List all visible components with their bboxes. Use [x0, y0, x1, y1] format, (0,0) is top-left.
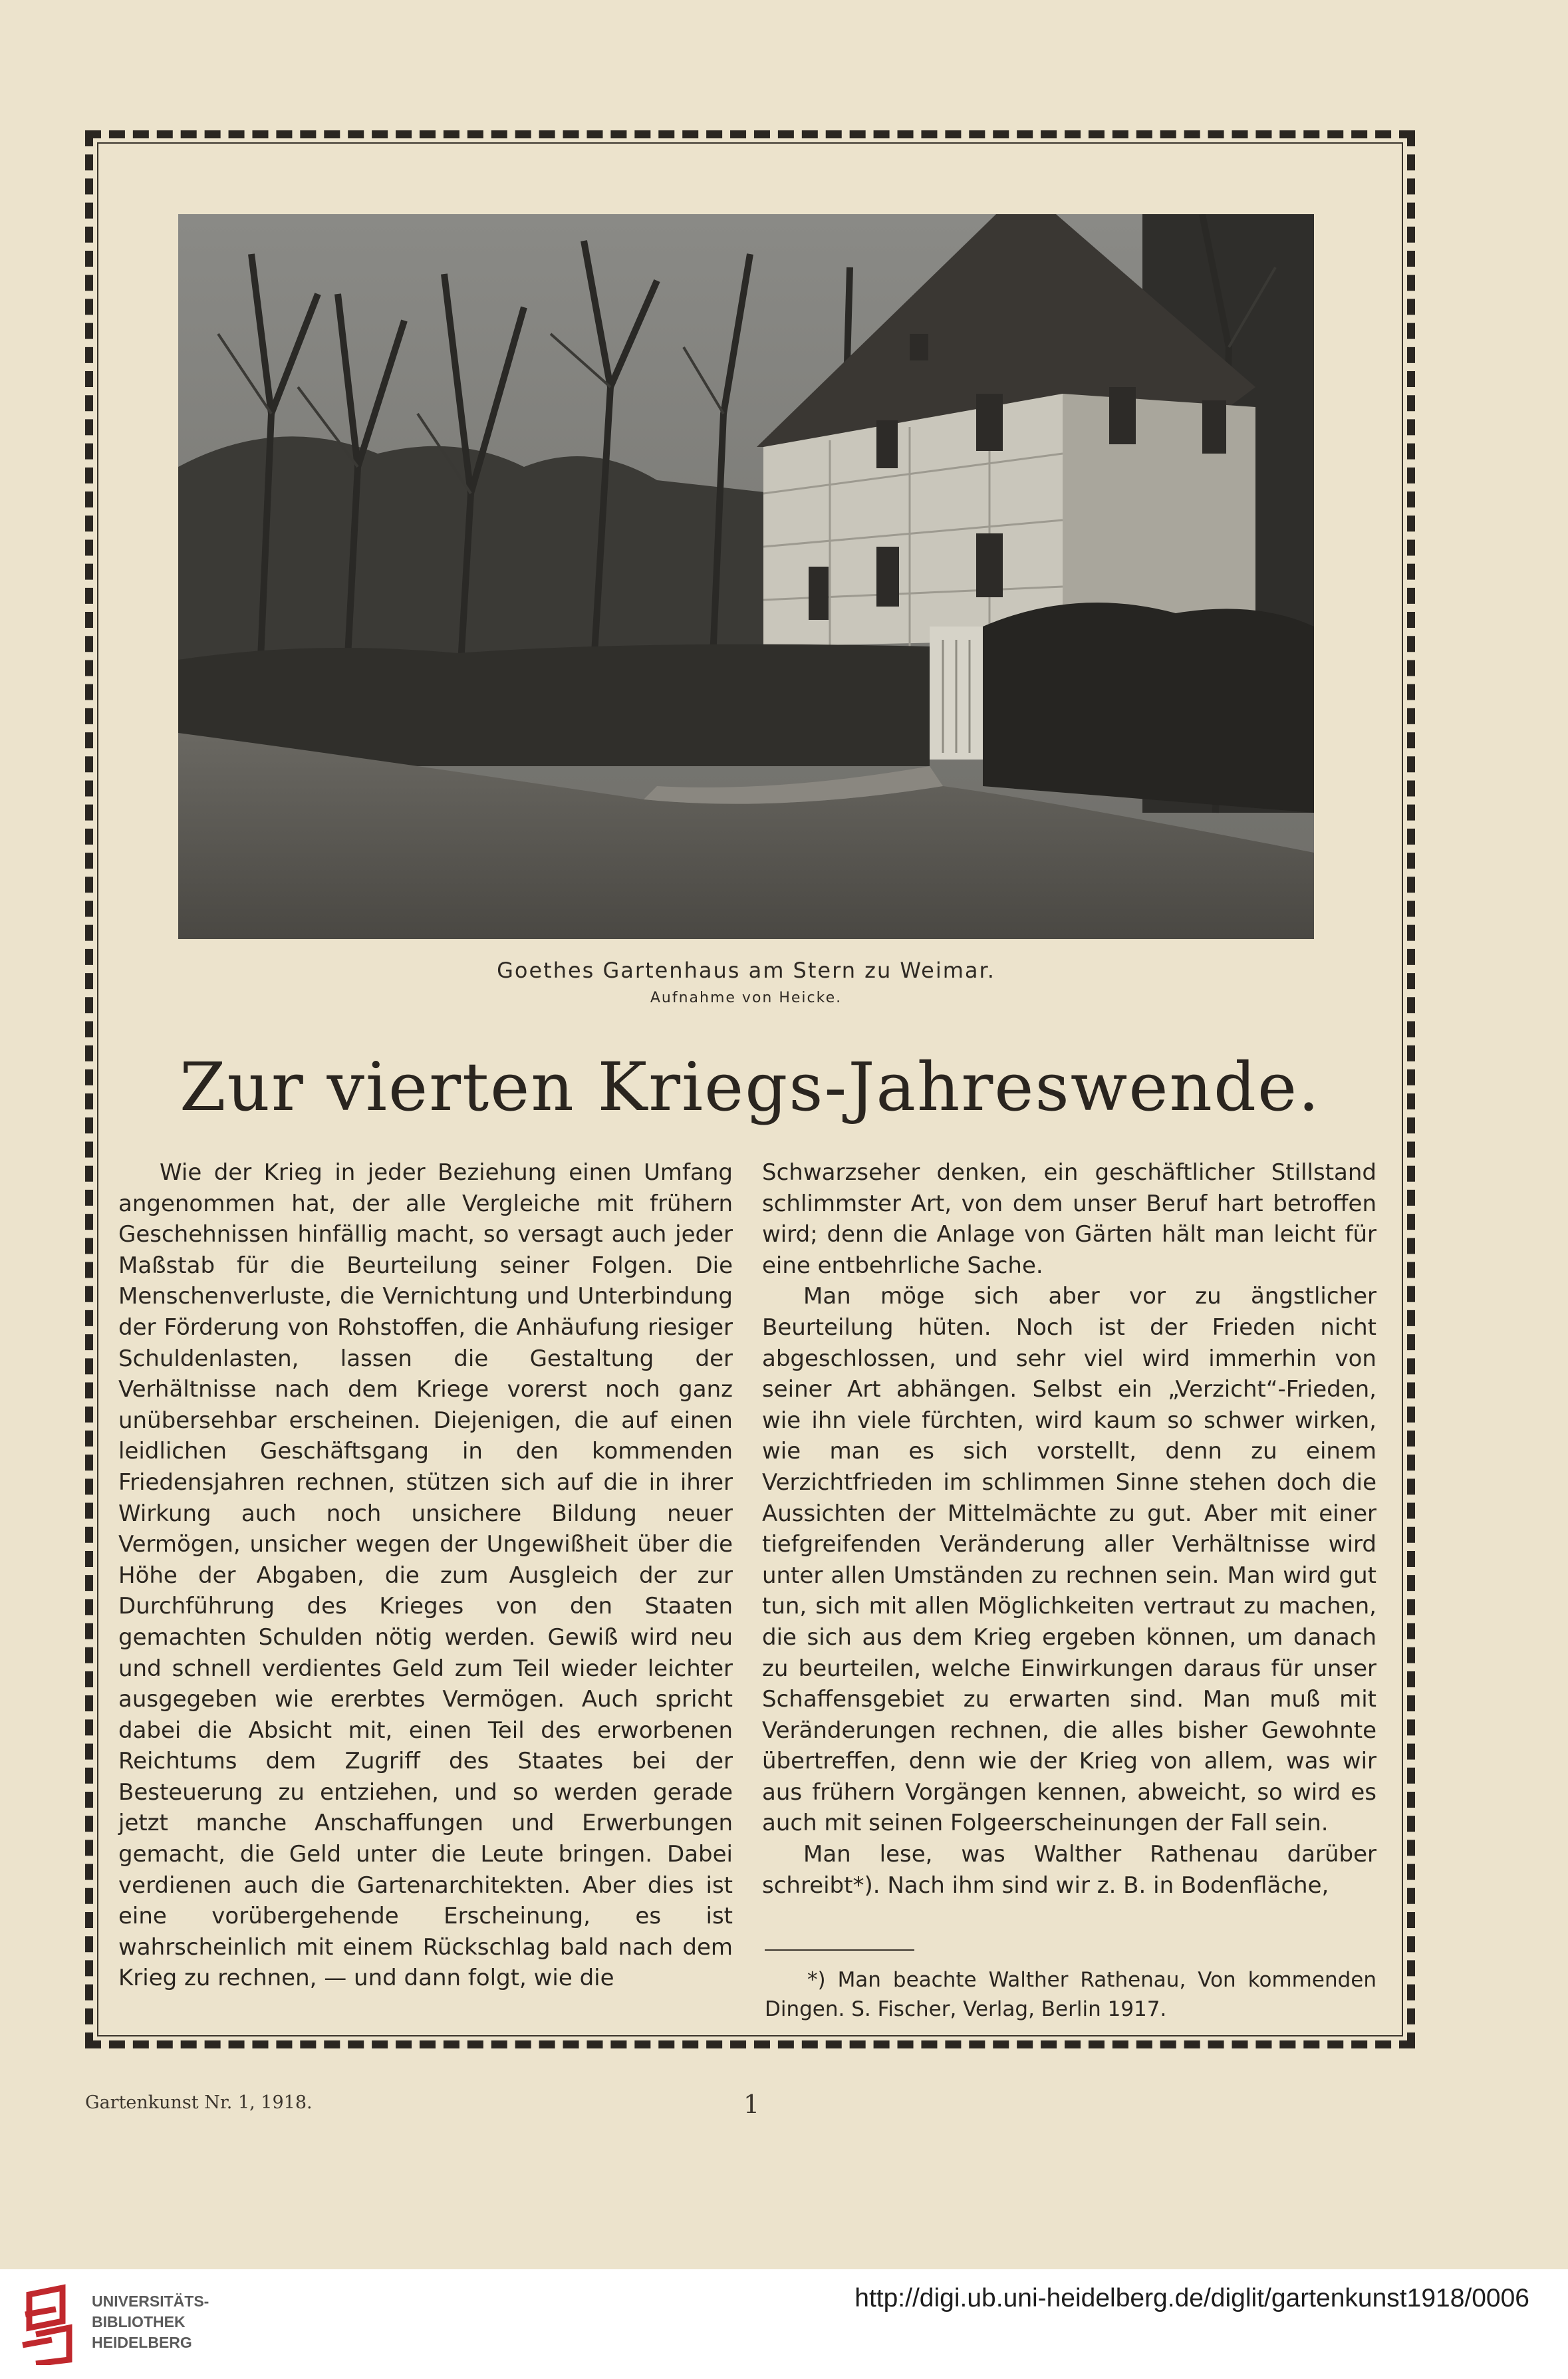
journal-reference: Gartenkunst Nr. 1, 1918. — [85, 2092, 313, 2113]
page-number: 1 — [743, 2090, 760, 2119]
library-name — [92, 2291, 209, 2353]
article-title: Zur vierten Kriegs-Jahreswende. — [180, 1048, 1321, 1126]
paragraph: Schwarzseher denken, ein geschäftlicher Stillstand schlimmster Art, von dem unser Beruf hart betroffen wird; denn die Anlage von Gärten hält man leicht für eine entbehrliche Sache. — [762, 1159, 1376, 1279]
library-logo-icon — [16, 2281, 80, 2365]
footnote-text: *) Man beachte Walther Rathenau, Von kommenden Dingen. S. Fischer, Verlag, Berlin 1917. — [765, 1968, 1376, 2021]
source-url-link[interactable]: http://digi.ub.uni-heidelberg.de/diglit/gartenkunst1918/0006 — [854, 2284, 1529, 2312]
photo-caption: Goethes Gartenhaus am Stern zu Weimar. — [497, 958, 995, 983]
article-column-left — [118, 1157, 733, 1994]
paragraph: Wie der Krieg in jeder Beziehung einen Umfang angenommen hat, der alle Vergleiche mit frühern Geschehnissen hinfällig macht, so versagt auch jeder Maßstab für die Beurteilung seiner Folgen. Die Menschenverluste, die Vernichtung und Unterbindung der Förderung von Rohstoffen, die Anhäufung riesiger Schuldenlasten, lassen die Gestaltung der Verhältnisse nach dem Kriege vorerst noch ganz unübersehbar erscheinen. Diejenigen, die auf einen leidlichen Geschäftsgang in den kommenden Friedensjahren rechnen, stützen sich auf die in ihrer Wirkung auch noch unsichere Bildung neuer Vermögen, unsicher wegen der Ungewißheit über die Höhe der Abgaben, die zum Ausgleich der zur Durchführung des Krieges von den Staaten gemachten Schulden nötig werden. Gewiß wird neu und schnell verdientes Geld zum Teil wieder leichter ausgegeben wie ererbtes Vermögen. Auch spricht dabei die Absicht mit, einen Teil des erworbenen Reichtums dem Zugriff des Staates bei der Besteuerung zu entziehen, und so werden gerade jetzt manche Anschaffungen und Erwerbungen gemacht, die Geld unter die Leute bringen. Dabei verdienen auch die Gartenarchitekten. Aber dies ist eine vorübergehende Erscheinung, es ist wahrscheinlich mit einem Rückschlag bald nach dem Krieg zu rechnen, — und dann folgt, wie die — [118, 1159, 733, 1992]
photograph-garden-house — [178, 214, 1314, 939]
paragraph: Man lese, was Walther Rathenau darüber schreibt*). Nach ihm sind wir z. B. in Bodenfläche, — [762, 1841, 1376, 1899]
library-name-line: BIBLIOTHEK — [92, 2313, 186, 2330]
footnote-divider — [765, 1949, 914, 1951]
library-name-line: UNIVERSITÄTS- — [92, 2293, 209, 2310]
article-column-right — [762, 1157, 1376, 1901]
photo-illustration — [178, 214, 1314, 939]
paragraph: Man möge sich aber vor zu ängstlicher Beurteilung hüten. Noch ist der Frieden nicht abgeschlossen, und sehr viel wird immerhin von seiner Art abhängen. Selbst ein „Verzicht“-Frieden, wie ihn viele fürchten, wird kaum so schwer wirken, wie man es sich vorstellt, denn zu einem Verzichtfrieden im schlimmen Sinne stehen doch die Aussichten der Mittelmächte zu gut. Aber mit einer tiefgreifenden Veränderung aller Verhältnisse wird unter allen Umständen zu rechnen sein. Man wird gut tun, sich mit allen Möglichkeiten vertraut zu machen, die sich aus dem Krieg ergeben können, um danach zu beurteilen, welche Einwirkungen daraus für unser Schaffensgebiet zu erwarten sind. Man muß mit Veränderungen rechnen, die alles bisher Gewohnte übertreffen, denn wie der Krieg von allem, was wir aus frühern Vorgängen kennen, abweicht, so wird es auch mit seinen Folgeerscheinungen der Fall sein. — [762, 1283, 1376, 1837]
photo-credit: Aufnahme von Heicke. — [650, 990, 843, 1006]
library-name-line: HEIDELBERG — [92, 2334, 192, 2351]
footnote — [765, 1965, 1376, 2024]
